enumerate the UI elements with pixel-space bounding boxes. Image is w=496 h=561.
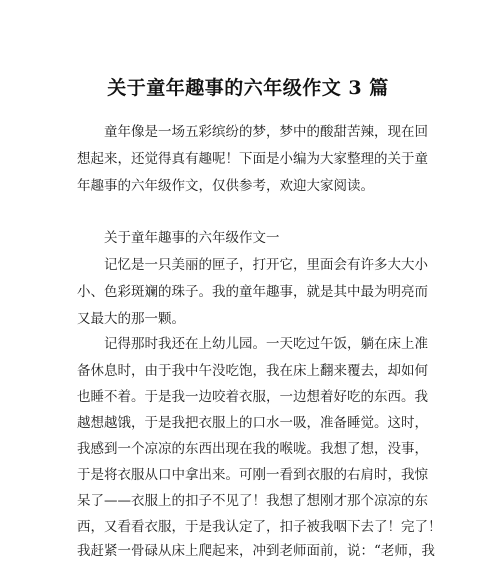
paragraph1-line-3: 又最大的那一颗。 xyxy=(77,311,185,327)
paragraph2-line-1: 记得那时我还在上幼儿园。一天吃过午饭，躺在床上准 xyxy=(104,336,428,352)
paragraph2-line-8: 西，又看看衣服，于是我认定了，扣子被我咽下去了！完了！ xyxy=(77,519,442,535)
paragraph2-line-5: 我感到一个凉凉的东西出现在我的喉咙。我想了想，没事， xyxy=(77,441,428,457)
paragraph1-line-1: 记忆是一只美丽的匣子，打开它，里面会有许多大大小 xyxy=(104,257,428,273)
paragraph2-line-3: 也睡不着。于是我一边咬着衣服，一边想着好吃的东西。我 xyxy=(77,389,428,405)
intro-line-2: 想起来，还觉得真有趣呢！下面是小编为大家整理的关于童 xyxy=(77,151,428,167)
intro-line-3: 年趣事的六年级作文，仅供参考，欢迎大家阅读。 xyxy=(77,178,374,194)
paragraph2-line-2: 备休息时，由于我中午没吃饱，我在床上翻来覆去，却如何 xyxy=(77,363,428,379)
paragraph2-line-6: 于是将衣服从口中拿出来。可刚一看到衣服的右肩时，我惊 xyxy=(77,467,428,483)
paragraph2-line-7: 呆了——衣服上的扣子不见了！我想了想刚才那个凉凉的东 xyxy=(77,493,428,509)
section-heading: 关于童年趣事的六年级作文一 xyxy=(104,230,280,246)
paragraph2-line-9: 我赶紧一骨碌从床上爬起来，冲到老师面前，说：“老师，我 xyxy=(77,543,435,559)
paragraph1-line-2: 小、色彩斑斓的珠子。我的童年趣事，就是其中最为明亮而 xyxy=(77,284,428,300)
document-title: 关于童年趣事的六年级作文 3 篇 xyxy=(107,77,389,99)
paragraph2-line-4: 越想越饿，于是我把衣服上的口水一吸，准备睡觉。这时， xyxy=(77,415,428,431)
intro-line-1: 童年像是一场五彩缤纷的梦，梦中的酸甜苦辣，现在回 xyxy=(104,124,428,140)
